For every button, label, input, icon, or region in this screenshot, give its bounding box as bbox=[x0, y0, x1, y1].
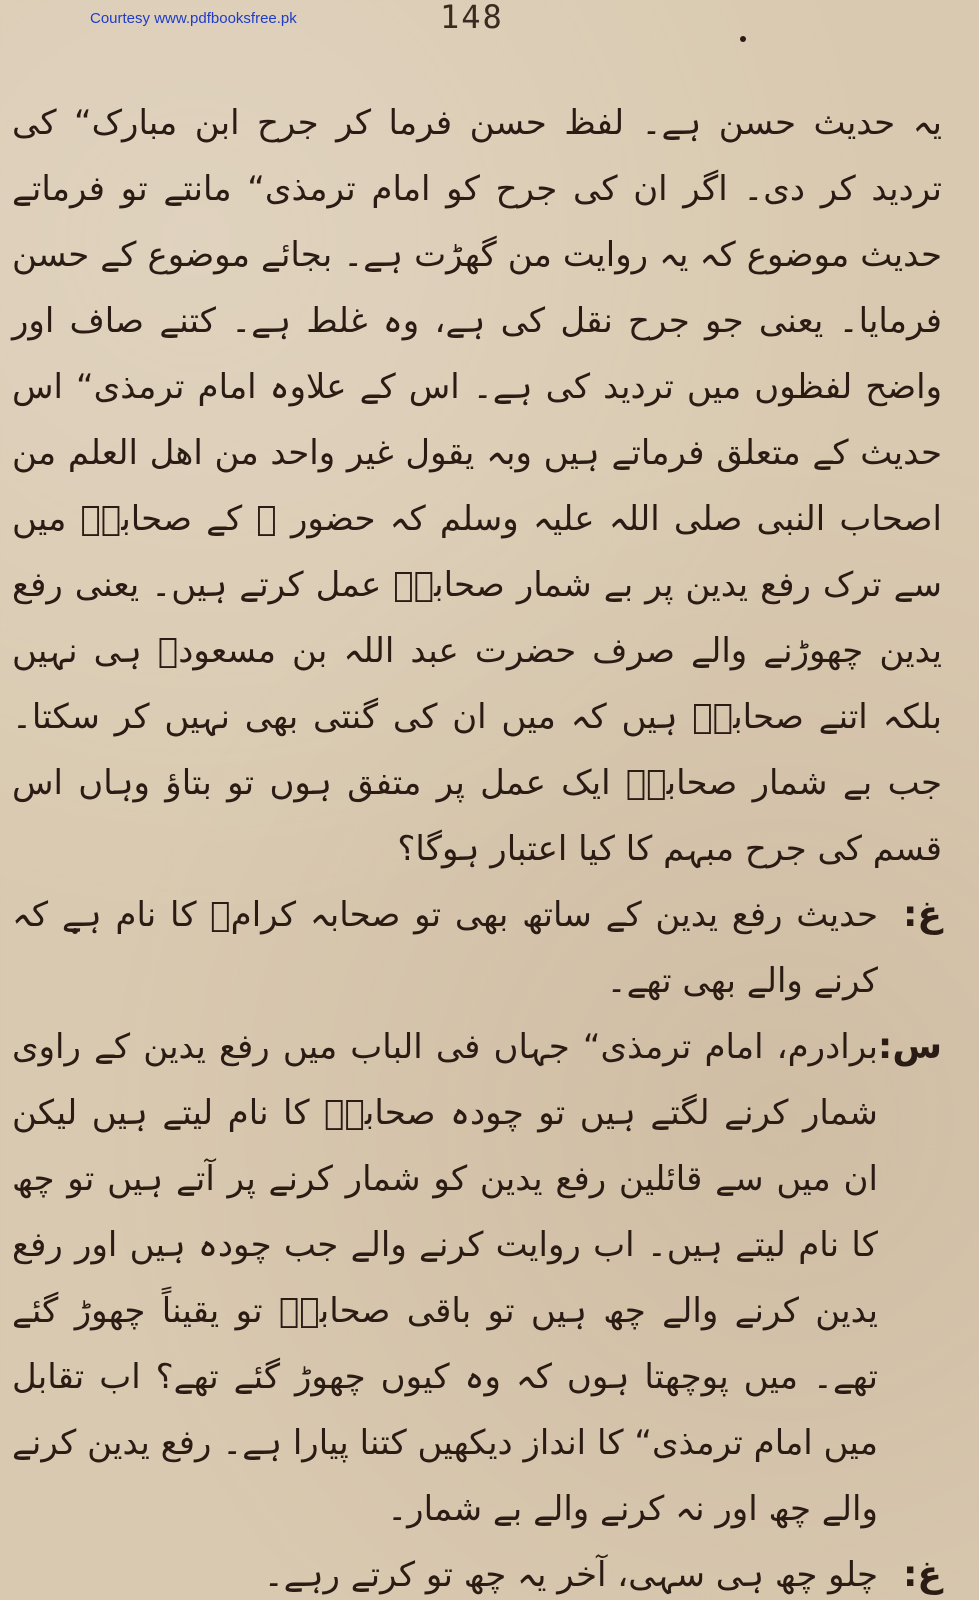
paragraph-intro: یہ حدیث حسن ہے۔ لفظ حسن فرما کر جرح ابن مبارک“ کی تردید کر دی۔ اگر ان کی جرح کو امام ترمذی“ مانتے تو فرماتے حدیث موضوع کہ یہ روایت من گھڑت ہے۔ بجائے موضوع کے حسن فرمایا۔ یعنی جو جرح نقل کی ہے، وہ غلط ہے۔ کتنے صاف اور واضح لفظوں میں تردید کی ہے۔ اس کے علاوہ امام ترمذی“ اس حدیث کے متعلق فرماتے ہیں وبہ یقول غیر واحد من اھل العلم من اصحاب النبی صلی اللہ علیہ وسلم کہ حضور ﷺ کے صحابہؓ میں سے ترک رفع یدین پر بے شمار صحابہؓ عمل کرتے ہیں۔ یعنی رفع یدین چھوڑنے والے صرف حضرت عبد اللہ بن مسعودؓ ہی نہیں بلکہ اتنے صحابہؓ ہیں کہ میں ان کی گنتی بھی نہیں کر سکتا۔ جب بے شمار صحابہؓ ایک عمل پر متفق ہوں تو بتاؤ وہاں اس قسم کی جرح مبہم کا کیا اعتبار ہوگا؟ bbox=[12, 103, 942, 869]
speaker-label: س: bbox=[877, 1026, 942, 1067]
page-body bbox=[12, 90, 942, 1600]
speaker-label: غ: bbox=[903, 1554, 942, 1595]
dialog-question-1 bbox=[12, 882, 942, 1014]
dialog-text: چلو چھ ہی سہی، آخر یہ چھ تو کرتے رہے۔ bbox=[263, 1555, 878, 1595]
dialog-text: حدیث رفع یدین کے ساتھ بھی تو صحابہ کرامؓ کا نام ہے کہ کرنے والے بھی تھے۔ bbox=[12, 895, 878, 1001]
page-number: 148 bbox=[440, 0, 504, 36]
courtesy-link[interactable]: Courtesy www.pdfbooksfree.pk bbox=[90, 10, 297, 27]
dialog-answer-1 bbox=[12, 1014, 942, 1542]
ink-dot bbox=[740, 36, 746, 42]
speaker-label: غ: bbox=[903, 894, 942, 935]
dialog-text: برادرم، امام ترمذی“ جہاں فی الباب میں رفع یدین کے راوی شمار کرنے لگتے ہیں تو چودہ صحابہؓ کا نام لیتے ہیں لیکن ان میں سے قائلین رفع یدین کو شمار کرنے پر آتے ہیں تو چھ کا نام لیتے ہیں۔ اب روایت کرنے والے جب چودہ ہیں اور رفع یدین کرنے والے چھ ہیں تو باقی صحابہؓ تو یقیناً چھوڑ گئے تھے۔ میں پوچھتا ہوں کہ وہ کیوں چھوڑ گئے تھے؟ اب تقابل میں امام ترمذی“ کا انداز دیکھیں کتنا پیارا ہے۔ رفع یدین کرنے والے چھ اور نہ کرنے والے بے شمار۔ bbox=[12, 1027, 878, 1529]
dialog-question-2 bbox=[12, 1542, 942, 1600]
